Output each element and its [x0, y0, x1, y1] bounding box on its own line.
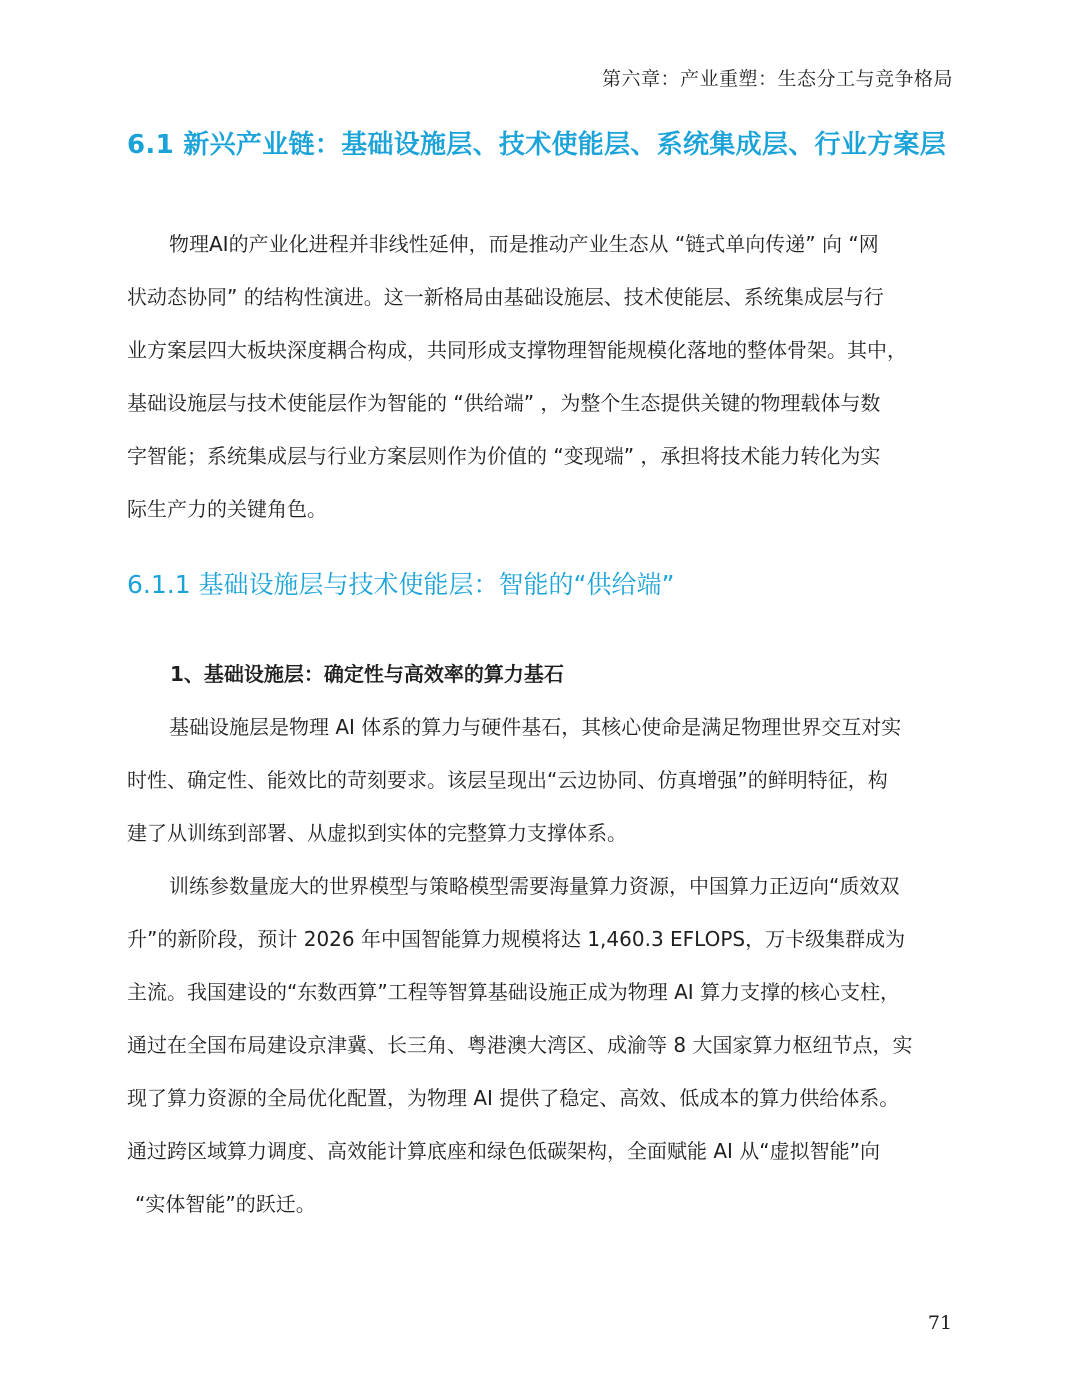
subsection-title: 6.1.1 基础设施层与技术使能层：智能的“供给端” — [127, 570, 675, 599]
paragraph-line: 通过在全国布局建设京津冀、长三角、粤港澳大湾区、成渝等 8 大国家算力枢纽节点，实 — [127, 1033, 913, 1057]
item-heading: 1、基础设施层：确定性与高效率的算力基石 — [170, 662, 564, 686]
paragraph-line: 通过跨区域算力调度、高效能计算底座和绿色低碳架构，全面赋能 AI 从“虚拟智能”向 — [127, 1139, 881, 1163]
paragraph-line: 业方案层四大板块深度耦合构成，共同形成支撑物理智能规模化落地的整体骨架。其中， — [127, 338, 907, 362]
paragraph-line: 字智能；系统集成层与行业方案层则作为价值的 “变现端” ，承担将技术能力转化为实 — [127, 444, 881, 468]
paragraph-line: 时性、确定性、能效比的苛刻要求。该层呈现出“云边协同、仿真增强”的鲜明特征，构 — [127, 768, 888, 792]
running-header: 第六章：产业重塑：生态分工与竞争格局 — [601, 68, 953, 90]
paragraph-line: 主流。我国建设的“东数西算”工程等智算基础设施正成为物理 AI 算力支撑的核心支柱， — [127, 980, 901, 1004]
paragraph-line: 状动态协同” 的结构性演进。这一新格局由基础设施层、技术使能层、系统集成层与行 — [127, 285, 884, 309]
paragraph-line: 物理AI的产业化进程并非线性延伸，而是推动产业生态从 “链式单向传递” 向 “网 — [169, 232, 879, 256]
paragraph-line: 训练参数量庞大的世界模型与策略模型需要海量算力资源，中国算力正迈向“质效双 — [169, 874, 900, 898]
paragraph-line: 建了从训练到部署、从虚拟到实体的完整算力支撑体系。 — [127, 821, 627, 845]
paragraph-line: 基础设施层是物理 AI 体系的算力与硬件基石，其核心使命是满足物理世界交互对实 — [169, 715, 902, 739]
intro-paragraph — [127, 218, 955, 536]
paragraph-line: 基础设施层与技术使能层作为智能的 “供给端” ，为整个生态提供关键的物理载体与数 — [127, 391, 881, 415]
page-number: 71 — [927, 1312, 952, 1334]
paragraph-line: 际生产力的关键角色。 — [127, 497, 327, 521]
compute-paragraph — [127, 860, 955, 1231]
paragraph-line: 现了算力资源的全局优化配置，为物理 AI 提供了稳定、高效、低成本的算力供给体系。 — [127, 1086, 900, 1110]
infrastructure-paragraph — [127, 701, 955, 860]
paragraph-line: “实体智能”的跃迁。 — [135, 1192, 316, 1216]
paragraph-line: 升”的新阶段，预计 2026 年中国智能算力规模将达 1,460.3 EFLOPS，万卡级集群成为 — [127, 927, 906, 951]
section-title: 6.1 新兴产业链：基础设施层、技术使能层、系统集成层、行业方案层 — [127, 130, 947, 160]
